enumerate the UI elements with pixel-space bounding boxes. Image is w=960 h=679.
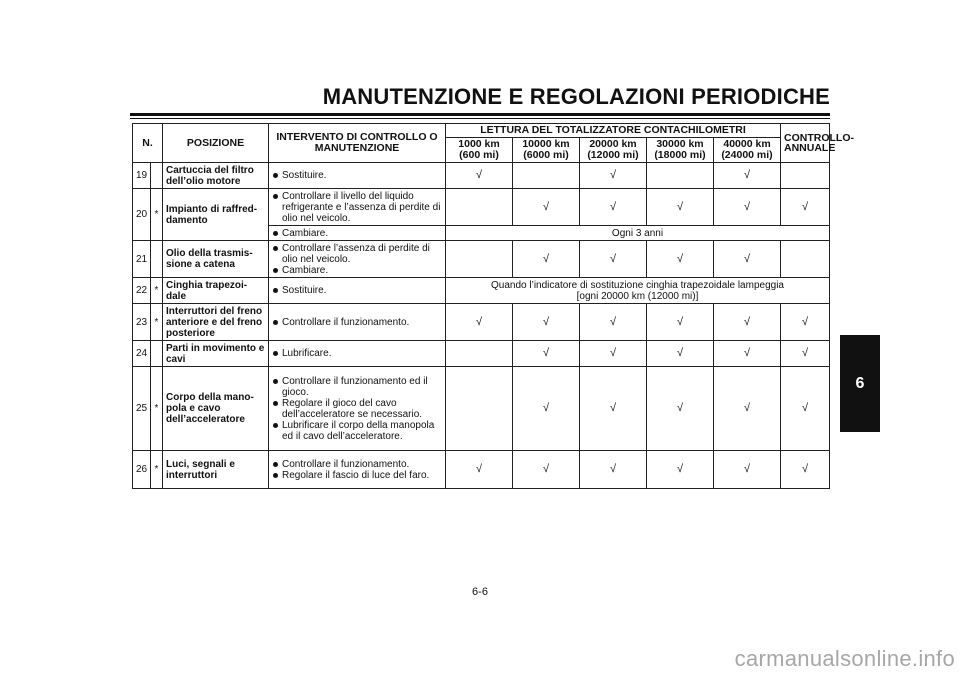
page-number: 6-6 (472, 586, 488, 598)
row-star (151, 163, 163, 189)
check-cell: √ (781, 341, 830, 367)
check-cell: √ (781, 189, 830, 226)
check-cell: √ (446, 163, 513, 189)
odo-mi: (12000 mi) (587, 149, 639, 161)
row-star: * (151, 451, 163, 489)
task-item: Controllare il funzionamento. (282, 459, 442, 470)
check-cell: √ (513, 341, 580, 367)
header-odo-4 (647, 138, 714, 163)
check-cell: √ (714, 241, 781, 278)
row-position: Olio della trasmis-sione a catena (163, 241, 269, 278)
interval-text (446, 278, 830, 304)
row-position: Corpo della mano-pola e cavo dell’acceleratore (163, 367, 269, 451)
header-odo-1 (446, 138, 513, 163)
row-tasks (269, 341, 446, 367)
row-tasks (269, 304, 446, 341)
check-cell (647, 163, 714, 189)
table-row (133, 367, 830, 451)
check-cell: √ (781, 367, 830, 451)
check-cell: √ (580, 367, 647, 451)
row-star: * (151, 278, 163, 304)
row-number: 19 (133, 163, 151, 189)
row-star: * (151, 189, 163, 241)
odo-mi: (600 mi) (459, 149, 499, 161)
row-star: * (151, 367, 163, 451)
title-rule-thin (130, 118, 830, 119)
row-position: Parti in movimento e cavi (163, 341, 269, 367)
odo-km: 10000 km (522, 138, 570, 150)
task-item: Controllare il funzionamento. (282, 317, 442, 328)
task-item: Cambiare. (282, 228, 442, 239)
interval-line: [ogni 20000 km (12000 mi)] (576, 290, 699, 302)
odo-mi: (24000 mi) (721, 149, 773, 161)
odo-mi: (18000 mi) (654, 149, 706, 161)
row-number: 23 (133, 304, 151, 341)
odo-mi: (6000 mi) (523, 149, 569, 161)
check-cell: √ (513, 189, 580, 226)
watermark: carmanualsonline.info (734, 646, 955, 671)
header-annual-line2: ANNUALE (784, 142, 836, 154)
row-position: Luci, segnali e interruttori (163, 451, 269, 489)
row-number: 20 (133, 189, 151, 241)
check-cell (446, 341, 513, 367)
header-odo-3 (580, 138, 647, 163)
row-position: Impianto di raffred-damento (163, 189, 269, 241)
header-odo-2 (513, 138, 580, 163)
odo-km: 20000 km (589, 138, 637, 150)
title-rule (130, 113, 830, 116)
check-cell: √ (446, 451, 513, 489)
row-tasks (269, 189, 446, 226)
check-cell: √ (513, 451, 580, 489)
check-cell (781, 241, 830, 278)
check-cell: √ (714, 163, 781, 189)
header-annual-line1: CONTROLLO- (784, 132, 855, 144)
check-cell: √ (580, 189, 647, 226)
task-item: Lubrificare. (282, 348, 442, 359)
check-cell: √ (647, 451, 714, 489)
row-star: * (151, 304, 163, 341)
interval-text: Ogni 3 anni (446, 226, 830, 241)
row-number: 24 (133, 341, 151, 367)
check-cell: √ (446, 304, 513, 341)
odo-km: 40000 km (723, 138, 771, 150)
header-row (133, 124, 830, 138)
table-row (133, 278, 830, 304)
odo-km: 30000 km (656, 138, 704, 150)
check-cell: √ (513, 304, 580, 341)
row-number: 25 (133, 367, 151, 451)
row-tasks (269, 241, 446, 278)
task-item: Regolare il gioco del cavo dell’acceleratore se necessario. (282, 398, 442, 420)
check-cell: √ (580, 341, 647, 367)
table-row (133, 163, 830, 189)
row-tasks (269, 226, 446, 241)
header-intervention: INTERVENTO DI CONTROLLO O MANUTENZIONE (269, 124, 446, 163)
check-cell: √ (647, 341, 714, 367)
header-odometer: LETTURA DEL TOTALIZZATORE CONTACHILOMETRI (446, 124, 781, 138)
table-row (133, 189, 830, 226)
check-cell: √ (513, 367, 580, 451)
interval-line: Quando l’indicatore di sostituzione cinghia trapezoidale lampeggia (491, 279, 784, 291)
check-cell: √ (714, 367, 781, 451)
row-tasks (269, 451, 446, 489)
check-cell (446, 241, 513, 278)
maintenance-table (132, 123, 855, 489)
task-item: Controllare il livello del liquido refrigerante e l’assenza di perdite di olio nel veicolo. (282, 190, 441, 224)
task-item: Regolare il fascio di luce del faro. (282, 470, 442, 481)
check-cell: √ (714, 341, 781, 367)
header-position: POSIZIONE (163, 124, 269, 163)
check-cell (446, 189, 513, 226)
check-cell: √ (580, 451, 647, 489)
check-cell: √ (513, 241, 580, 278)
row-number: 26 (133, 451, 151, 489)
table-row (133, 451, 830, 489)
header-odo-5 (714, 138, 781, 163)
row-tasks (269, 278, 446, 304)
header-annual (781, 124, 855, 163)
row-number: 21 (133, 241, 151, 278)
odo-km: 1000 km (458, 138, 500, 150)
row-tasks (269, 367, 446, 451)
check-cell: √ (580, 163, 647, 189)
row-position: Cinghia trapezoi-dale (163, 278, 269, 304)
check-cell: √ (647, 367, 714, 451)
task-item: Cambiare. (282, 265, 442, 276)
task-item: Sostituire. (282, 285, 442, 296)
check-cell: √ (580, 304, 647, 341)
check-cell: √ (647, 241, 714, 278)
page-title: MANUTENZIONE E REGOLAZIONI PERIODICHE (322, 84, 830, 109)
table-row (133, 241, 830, 278)
row-star (151, 341, 163, 367)
check-cell (781, 163, 830, 189)
row-position: Interruttori del freno anteriore e del freno posteriore (163, 304, 269, 341)
row-star (151, 241, 163, 278)
task-item: Controllare l’assenza di perdite di olio nel veicolo. (282, 243, 442, 265)
check-cell: √ (781, 451, 830, 489)
task-item: Controllare il funzionamento ed il gioco. (282, 376, 442, 398)
table-row (133, 304, 830, 341)
check-cell: √ (714, 189, 781, 226)
row-position: Cartuccia del filtro dell’olio motore (163, 163, 269, 189)
row-tasks (269, 163, 446, 189)
chapter-number: 6 (855, 374, 865, 392)
check-cell: √ (647, 304, 714, 341)
row-number: 22 (133, 278, 151, 304)
check-cell: √ (714, 304, 781, 341)
task-item: Lubrificare il corpo della manopola ed il cavo dell’acceleratore. (282, 420, 442, 442)
check-cell (513, 163, 580, 189)
header-num: N. (133, 124, 163, 163)
check-cell: √ (647, 189, 714, 226)
check-cell: √ (781, 304, 830, 341)
check-cell (446, 367, 513, 451)
task-item: Sostituire. (282, 170, 442, 181)
check-cell: √ (714, 451, 781, 489)
table-row (133, 341, 830, 367)
check-cell: √ (580, 241, 647, 278)
chapter-tab (840, 335, 880, 432)
